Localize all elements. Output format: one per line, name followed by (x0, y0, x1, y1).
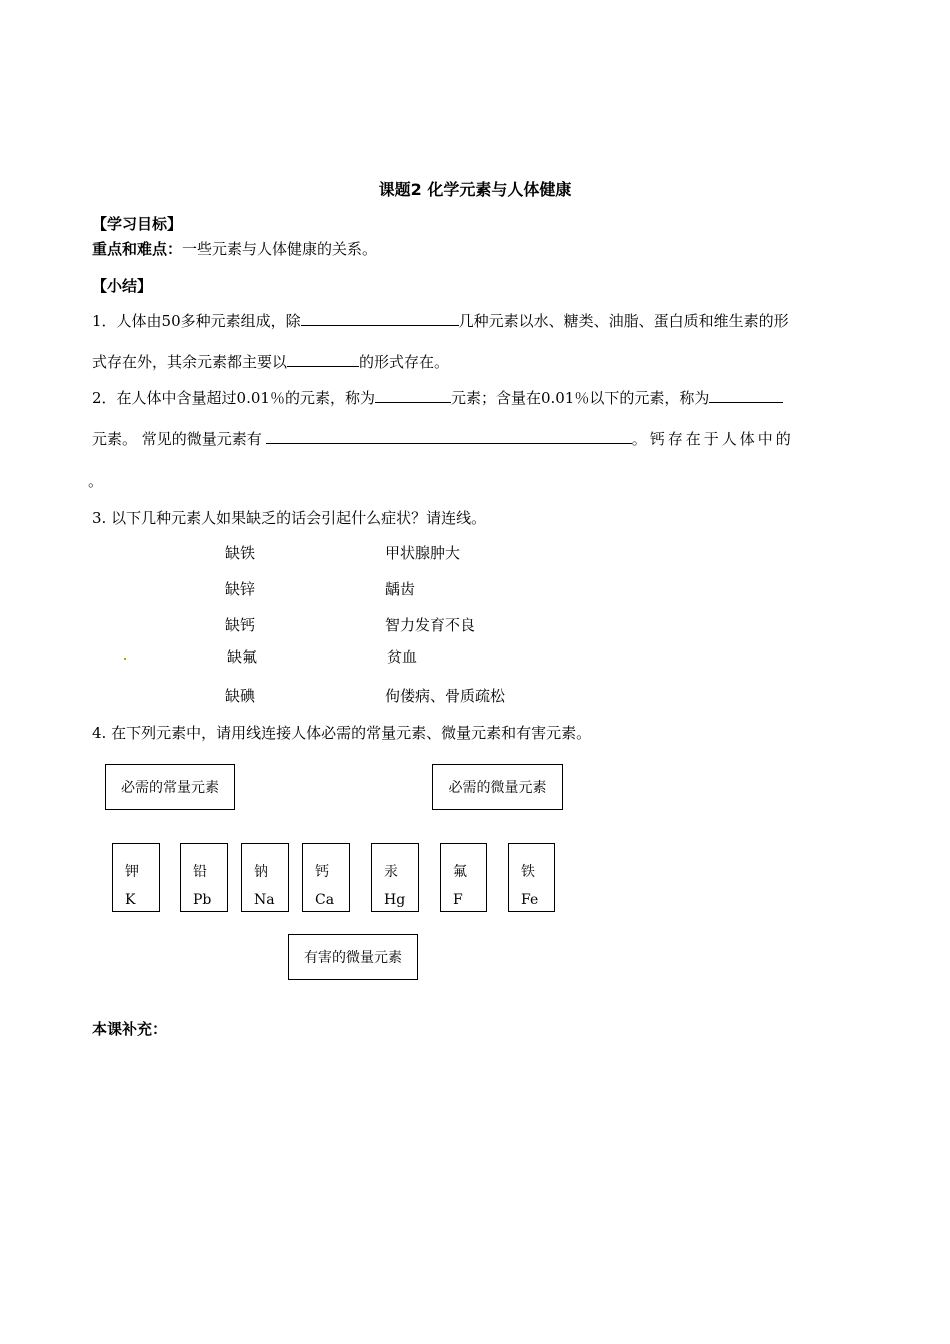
q4-prompt: 4. 在下列元素中，请用线连接人体必需的常量元素、微量元素和有害元素。 (92, 724, 592, 742)
group-box-trace[interactable]: 必需的微量元素 (432, 764, 563, 810)
q1-text-4: 的形式存在。 (359, 353, 450, 371)
element-symbol: Fe (521, 892, 539, 908)
element-box-fe[interactable] (508, 843, 555, 912)
q3-right-item[interactable]: 贫血 (387, 648, 418, 666)
element-symbol: F (453, 892, 463, 908)
element-box-na[interactable] (241, 843, 289, 912)
element-box-ca[interactable] (302, 843, 350, 912)
q3-right-item[interactable]: 智力发育不良 (385, 616, 476, 634)
q3-prompt: 3. 以下几种元素人如果缺乏的话会引起什么症状？请连线。 (92, 509, 487, 527)
element-symbol: K (125, 892, 136, 908)
q2-blank-2[interactable] (709, 388, 783, 403)
q1-line2 (92, 351, 449, 372)
element-name: 铅 (193, 864, 207, 880)
stray-dot (124, 658, 126, 660)
element-box-k[interactable] (112, 843, 160, 912)
q2-text-1: 2．在人体中含量超过0.01％的元素，称为 (92, 389, 375, 407)
q1-text-3: 式存在外，其余元素都主要以 (92, 353, 288, 371)
q3-right-item[interactable]: 甲状腺肿大 (385, 544, 461, 562)
element-name: 钠 (254, 864, 268, 880)
group-box-harmful[interactable]: 有害的微量元素 (288, 934, 418, 980)
element-symbol: Pb (193, 892, 212, 908)
key-points-text: 一些元素与人体健康的关系。 (182, 240, 378, 258)
element-box-f[interactable] (440, 843, 487, 912)
group-box-major[interactable]: 必需的常量元素 (105, 764, 235, 810)
page-title: 课题2 化学元素与人体健康 (378, 180, 572, 199)
q3-left-item[interactable]: 缺铁 (225, 544, 256, 562)
q2-blank-1[interactable] (375, 388, 451, 403)
q1-blank-1[interactable] (301, 311, 459, 326)
q3-left-item[interactable]: 缺氟 (227, 648, 258, 666)
element-symbol: Na (254, 892, 275, 908)
summary-heading: 【小结】 (92, 277, 153, 295)
element-name: 钙 (315, 864, 329, 880)
supplement-label: 本课补充： (92, 1020, 168, 1038)
key-points-label: 重点和难点： (92, 240, 183, 258)
element-box-hg[interactable] (371, 843, 419, 912)
key-points-line (92, 238, 377, 259)
q2-line3: 。 (88, 472, 104, 490)
q3-right-item[interactable]: 佝偻病、骨质疏松 (385, 687, 506, 705)
q3-left-item[interactable]: 缺锌 (225, 580, 256, 598)
q1-line1 (92, 310, 789, 331)
q3-left-item[interactable]: 缺钙 (225, 616, 256, 634)
element-name: 汞 (384, 864, 398, 880)
objectives-heading: 【学习目标】 (92, 215, 183, 233)
element-name: 钾 (125, 864, 139, 880)
q3-left-item[interactable]: 缺碘 (225, 687, 256, 705)
q1-blank-2[interactable] (287, 352, 359, 367)
element-box-pb[interactable] (180, 843, 228, 912)
q3-right-item[interactable]: 龋齿 (385, 580, 416, 598)
element-symbol: Ca (315, 892, 335, 908)
q2-blank-3[interactable] (266, 429, 632, 444)
q2-text-3: 元素。 常见的微量元素有 (92, 430, 262, 448)
q2-line2 (92, 428, 794, 449)
q2-line1 (92, 387, 783, 408)
q2-text-4: 。钙存在于人体中的 (631, 430, 794, 448)
element-name: 铁 (521, 864, 535, 880)
element-name: 氟 (453, 864, 467, 880)
q2-text-2: 元素；含量在0.01％以下的元素，称为 (450, 389, 710, 407)
q1-text-2: 几种元素以水、糖类、油脂、蛋白质和维生素的形 (458, 312, 789, 330)
q1-text-1: 1．人体由50多种元素组成，除 (92, 312, 301, 330)
element-symbol: Hg (384, 892, 406, 908)
